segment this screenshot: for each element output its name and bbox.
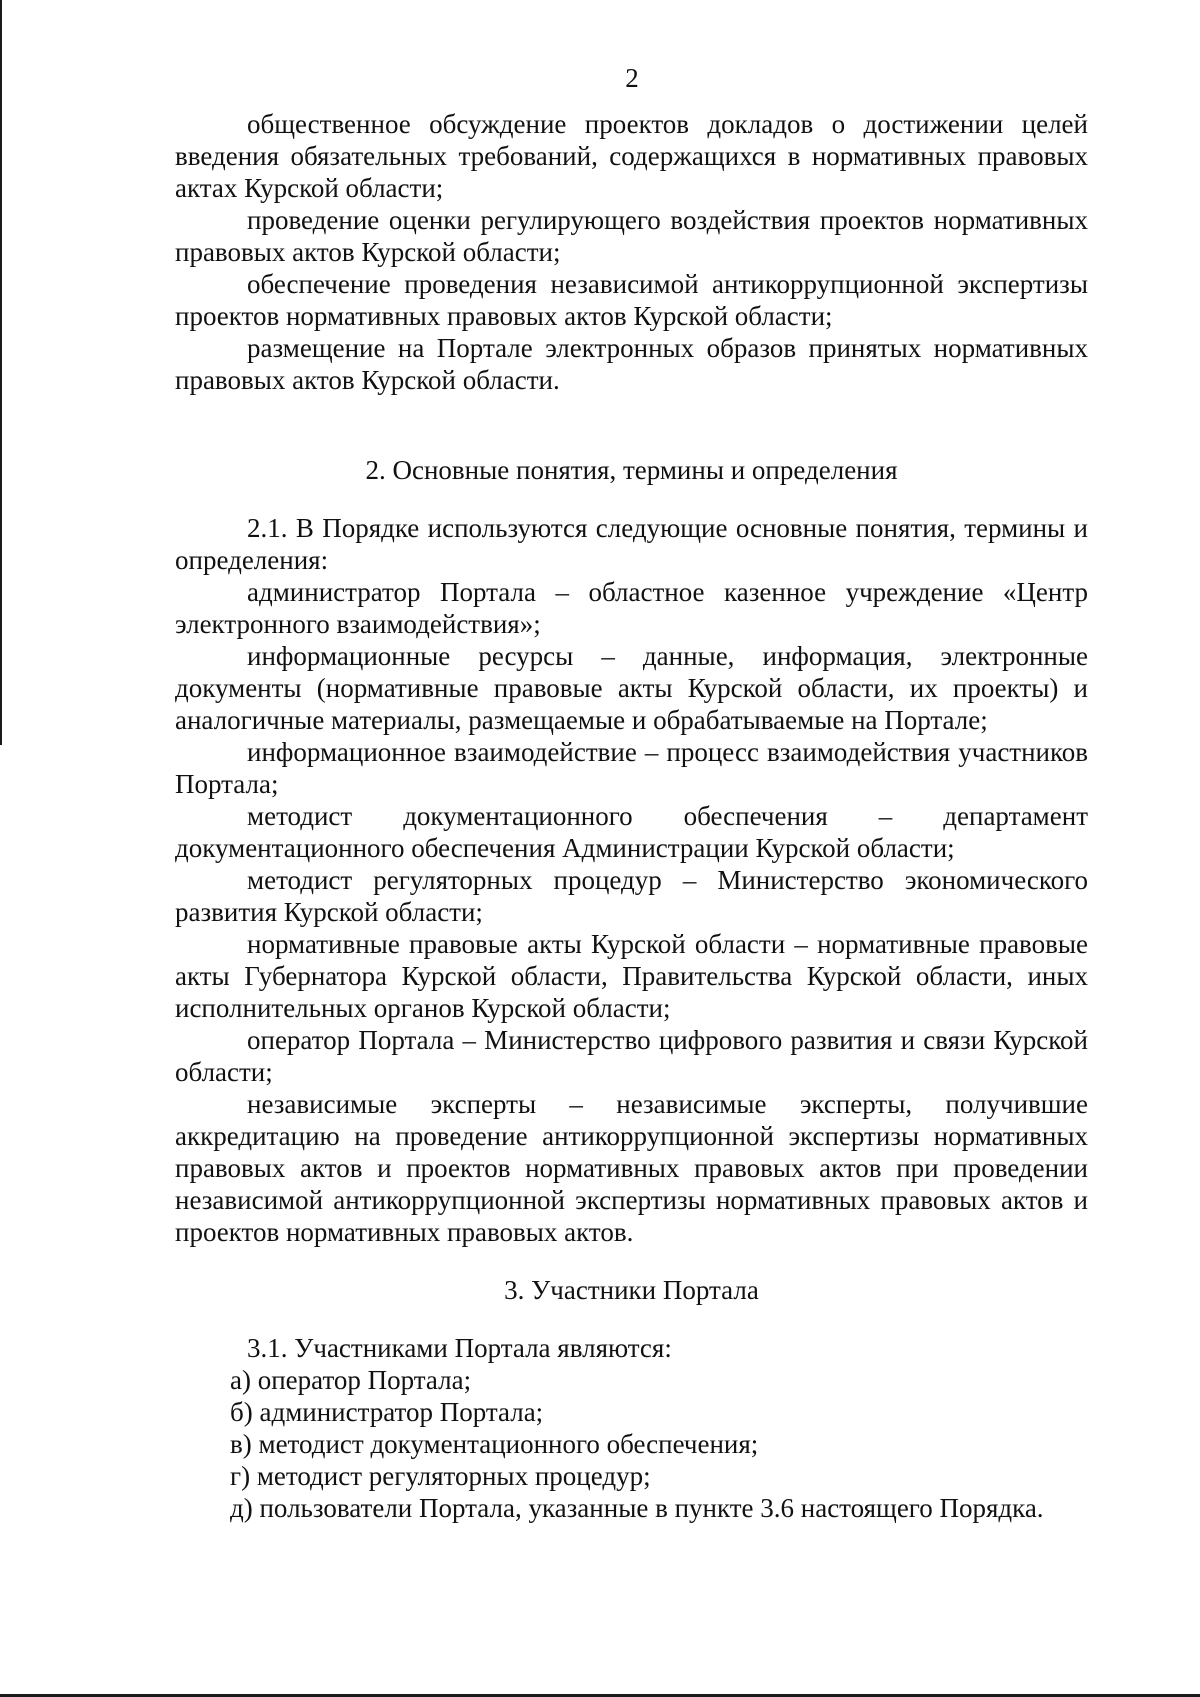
list-item: д) пользователи Портала, указанные в пункте 3.6 настоящего Порядка. (230, 1493, 1044, 1523)
page-number: 2 (625, 63, 639, 93)
participants-list (175, 1364, 1088, 1524)
list-item: в) методист документационного обеспечения; (230, 1429, 759, 1459)
definition-paragraph: нормативные правовые акты Курской области – нормативные правовые акты Губернатора Курской области, Правительства Курской области, иных исполнительных органов Курской области; (175, 929, 1088, 1023)
list-item: г) методист регуляторных процедур; (230, 1461, 651, 1491)
definition-paragraph: методист документационного обеспечения – департамент документационного обеспечения Администрации Курской области; (175, 801, 1088, 863)
section-3-heading: 3. Участники Портала (504, 1275, 759, 1305)
definition-paragraph: информационные ресурсы – данные, информация, электронные документы (нормативные правовые акты Курской области, их проекты) и аналогичные материалы, размещаемые и обрабатываемые на Портале; (175, 641, 1088, 735)
list-item: б) администратор Портала; (230, 1397, 544, 1427)
participants-intro: 3.1. Участниками Портала являются: (247, 1333, 672, 1363)
list-item: а) оператор Портала; (230, 1365, 472, 1395)
definition-paragraph: 2.1. В Порядке используются следующие основные понятия, термины и определения: (175, 513, 1088, 575)
definition-paragraph: оператор Портала – Министерство цифрового развития и связи Курской области; (175, 1025, 1088, 1087)
section-2-heading: 2. Основные понятия, термины и определения (365, 455, 898, 485)
intro-paragraph: обеспечение проведения независимой антикоррупционной экспертизы проектов нормативных правовых актов Курской области; (175, 269, 1088, 331)
definition-paragraph: администратор Портала – областное казенное учреждение «Центр электронного взаимодействия»; (175, 577, 1088, 639)
intro-paragraph: размещение на Портале электронных образов принятых нормативных правовых актов Курской области. (175, 333, 1088, 395)
intro-paragraph: общественное обсуждение проектов докладов о достижении целей введения обязательных требований, содержащихся в нормативных правовых актах Курской области; (175, 109, 1088, 203)
definition-paragraph: независимые эксперты – независимые эксперты, получившие аккредитацию на проведение антикоррупционной экспертизы нормативных правовых актов и проектов нормативных правовых актов при проведении независимой антикоррупционной экспертизы нормативных правовых актов и проектов нормативных правовых актов. (175, 1089, 1088, 1247)
intro-paragraph: проведение оценки регулирующего воздействия проектов нормативных правовых актов Курской области; (175, 205, 1088, 267)
scan-edge-left (0, 0, 2, 745)
definition-paragraph: методист регуляторных процедур – Министерство экономического развития Курской области; (175, 865, 1088, 927)
definition-paragraph: информационное взаимодействие – процесс взаимодействия участников Портала; (175, 737, 1088, 799)
document-body (175, 108, 1088, 1524)
